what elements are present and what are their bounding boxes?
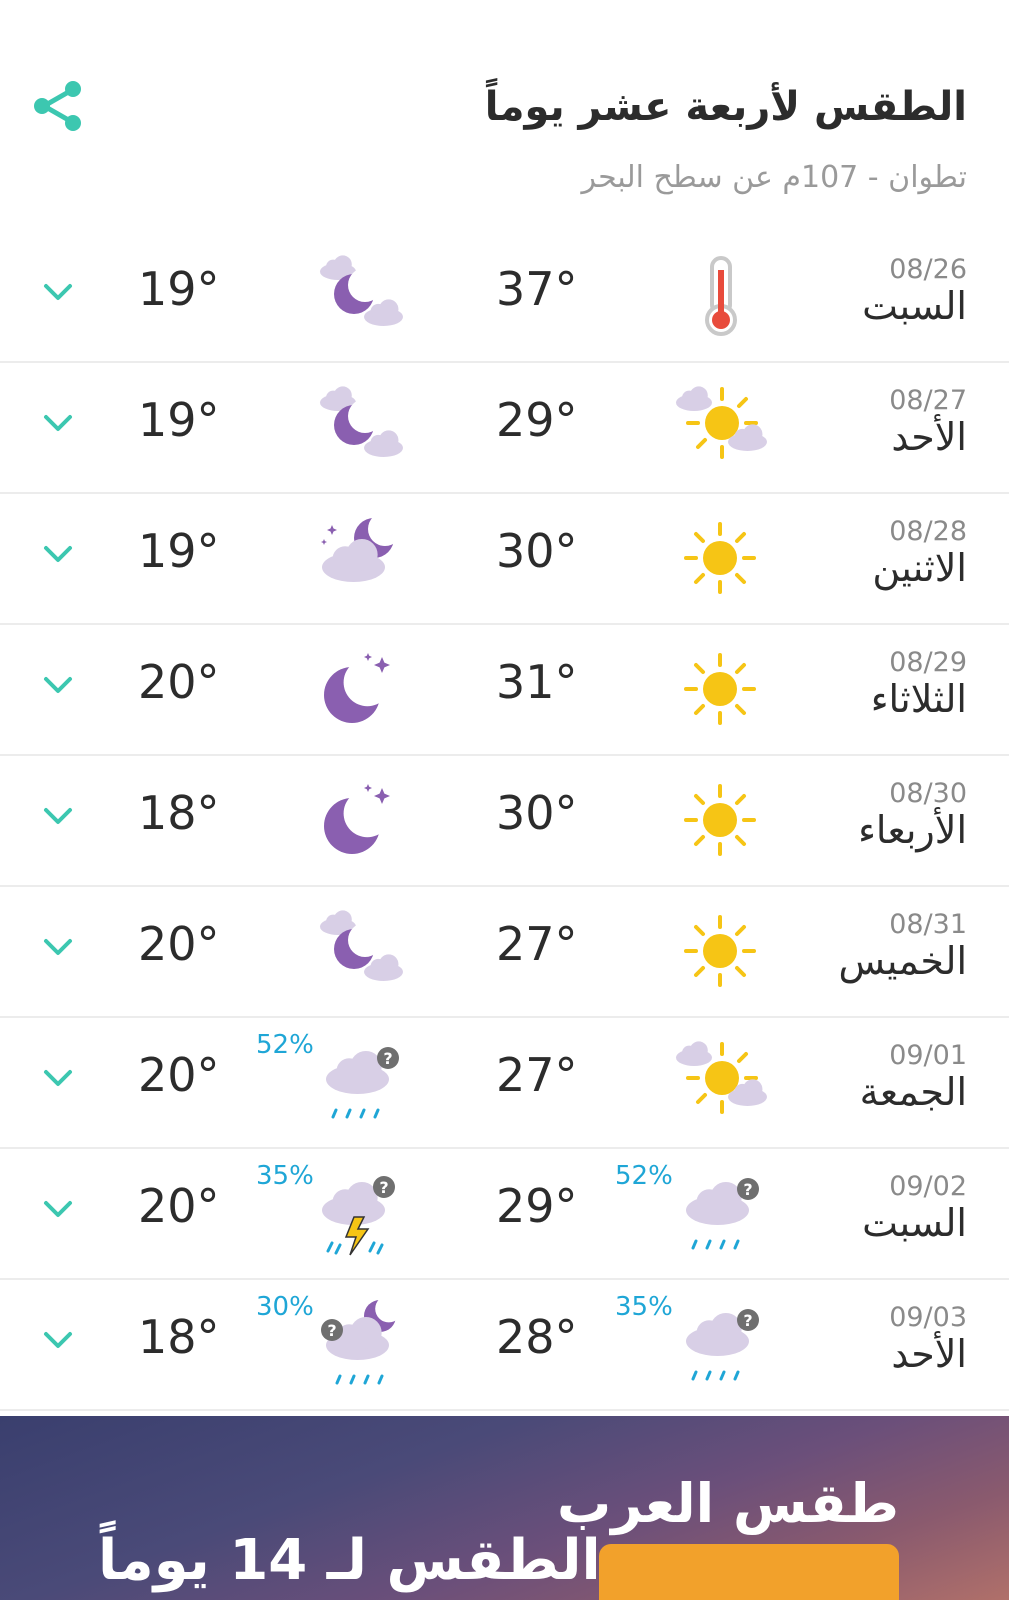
day-name: الأحد [891,415,967,459]
page-header [0,0,1009,232]
banner-brand: طقس العرب [557,1472,899,1535]
night-temperature: 19° [138,524,220,578]
forecast-row[interactable] [0,756,1009,887]
day-date: 08/28 [889,516,967,547]
chevron-down-icon[interactable] [38,403,78,443]
moon-cloud-icon [312,379,408,475]
night-precip-chance: 30% [256,1292,314,1322]
sun-icon [672,772,768,868]
forecast-row[interactable] [0,625,1009,756]
svg-text:?: ? [379,1178,389,1197]
thunder-cloud-icon [312,1165,408,1261]
night-temperature: 20° [138,917,220,971]
cloud-moon-icon [312,510,408,606]
night-temperature: 19° [138,262,220,316]
sun-icon [672,510,768,606]
night-temperature: 20° [138,1048,220,1102]
svg-text:?: ? [743,1180,753,1199]
day-date: 08/31 [889,909,967,940]
clear-moon-icon [312,641,408,737]
forecast-list [0,232,1009,1411]
day-precip-chance: 52% [615,1161,673,1191]
forecast-row[interactable] [0,363,1009,494]
svg-text:?: ? [327,1321,337,1340]
chevron-down-icon[interactable] [38,927,78,967]
rain-cloud-icon [672,1296,768,1392]
sun-icon [672,641,768,737]
day-name: الأحد [891,1332,967,1376]
day-temperature: 30° [496,786,578,840]
day-temperature: 31° [496,655,578,709]
day-name: السبت [862,284,967,328]
chevron-down-icon[interactable] [38,1189,78,1229]
day-date: 08/26 [889,254,967,285]
thermometer-icon [672,248,768,344]
forecast-row[interactable] [0,887,1009,1018]
rain-cloud-icon [312,1034,408,1130]
day-date: 08/30 [889,778,967,809]
moon-cloud-icon [312,248,408,344]
day-date: 09/03 [889,1302,967,1333]
forecast-row[interactable] [0,1149,1009,1280]
day-name: الثلاثاء [870,677,967,721]
day-name: الأربعاء [858,808,967,852]
svg-text:?: ? [383,1049,393,1068]
day-temperature: 29° [496,393,578,447]
day-temperature: 27° [496,1048,578,1102]
moon-rain-cloud-icon [312,1296,408,1392]
night-precip-chance: 35% [256,1161,314,1191]
day-date: 08/27 [889,385,967,416]
day-name: الخميس [838,939,967,983]
sun-cloud-icon [672,1034,768,1130]
forecast-row[interactable] [0,1018,1009,1149]
day-temperature: 29° [496,1179,578,1233]
day-name: السبت [862,1201,967,1245]
forecast-row[interactable] [0,494,1009,625]
svg-text:?: ? [743,1311,753,1330]
forecast-row[interactable] [0,1280,1009,1411]
chevron-down-icon[interactable] [38,272,78,312]
chevron-down-icon[interactable] [38,1320,78,1360]
chevron-down-icon[interactable] [38,534,78,574]
rain-cloud-icon [672,1165,768,1261]
night-temperature: 18° [138,786,220,840]
forecast-row[interactable] [0,232,1009,363]
day-temperature: 28° [496,1310,578,1364]
day-name: الاثنين [872,546,967,590]
night-temperature: 19° [138,393,220,447]
night-temperature: 20° [138,655,220,709]
moon-cloud-icon [312,903,408,999]
day-temperature: 27° [496,917,578,971]
share-icon[interactable] [30,78,86,134]
banner-tagline: الطقس لـ 14 يوماً [98,1528,601,1593]
night-temperature: 20° [138,1179,220,1233]
day-temperature: 37° [496,262,578,316]
page-title: الطقس لأربعة عشر يوماً [484,84,967,130]
banner-accent-shape [599,1544,899,1600]
night-precip-chance: 52% [256,1030,314,1060]
clear-moon-icon [312,772,408,868]
night-temperature: 18° [138,1310,220,1364]
chevron-down-icon[interactable] [38,1058,78,1098]
day-date: 08/29 [889,647,967,678]
location-subtitle: تطوان - 107م عن سطح البحر [581,160,967,195]
sun-cloud-icon [672,379,768,475]
promo-banner[interactable] [0,1416,1009,1600]
day-date: 09/02 [889,1171,967,1202]
day-temperature: 30° [496,524,578,578]
chevron-down-icon[interactable] [38,665,78,705]
day-precip-chance: 35% [615,1292,673,1322]
day-name: الجمعة [859,1070,967,1114]
sun-icon [672,903,768,999]
chevron-down-icon[interactable] [38,796,78,836]
day-date: 09/01 [889,1040,967,1071]
